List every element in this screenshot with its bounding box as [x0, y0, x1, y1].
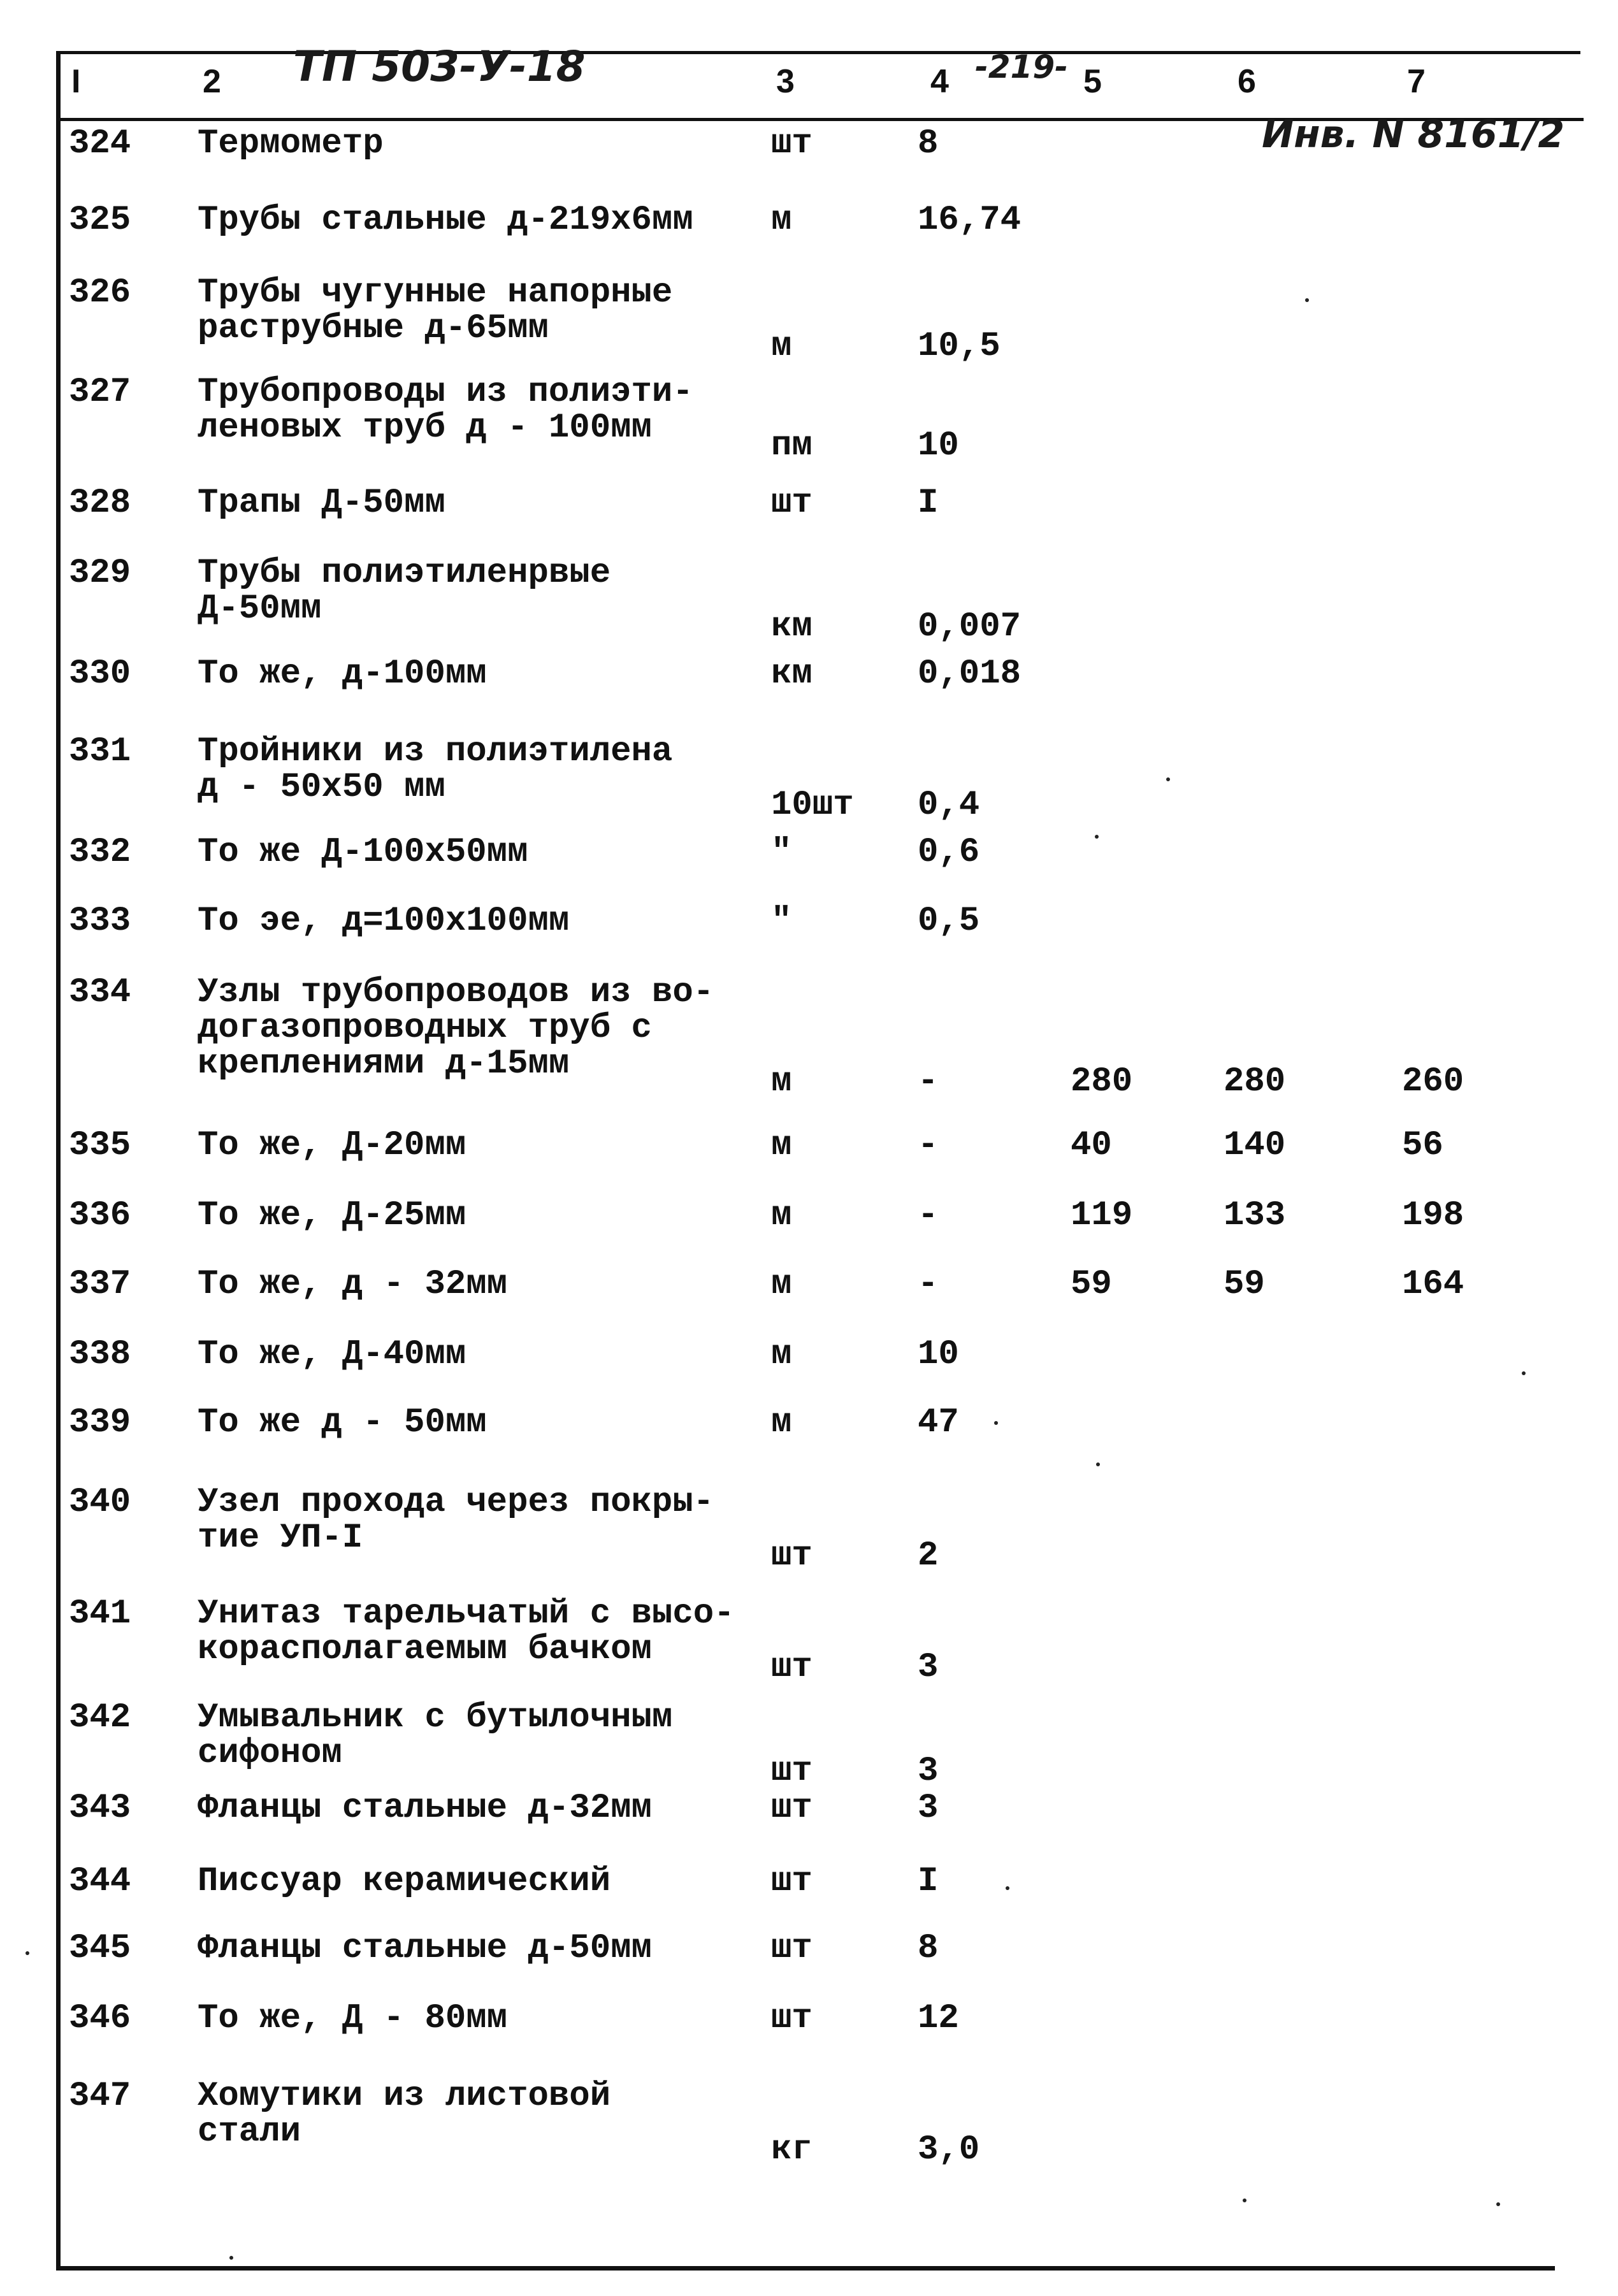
item-col6: 140 [1224, 1126, 1286, 1165]
item-name-line: Унитаз тарельчатый с высо- [198, 1594, 735, 1633]
item-name-line: Писсуар керамический [198, 1862, 611, 1901]
row-number: 332 [69, 833, 131, 872]
item-name-line: Трубы чугунные напорные [198, 273, 673, 312]
col-header-6: 6 [1238, 63, 1256, 100]
item-col7: 260 [1402, 1062, 1464, 1101]
scan-speck [1496, 2202, 1500, 2206]
item-name-line: Трубопроводы из полиэти- [198, 373, 693, 412]
item-quantity: - [918, 1196, 939, 1235]
item-name-line: То же, Д-25мм [198, 1196, 466, 1235]
item-col6: 133 [1224, 1196, 1286, 1235]
item-quantity: 16,74 [918, 201, 1022, 240]
item-quantity: I [918, 484, 939, 523]
item-name-line: тие УП-I [198, 1519, 363, 1557]
item-name-line: раструбные д-65мм [198, 309, 549, 348]
item-quantity: 8 [918, 1929, 939, 1968]
row-number: 346 [69, 1999, 131, 2038]
item-name-line: Трубы стальные д-219х6мм [198, 201, 693, 240]
item-name-line: Фланцы стальные д-32мм [198, 1789, 652, 1828]
item-quantity: 0,007 [918, 607, 1022, 646]
item-name-line: корасполагаемым бачком [198, 1630, 652, 1669]
item-unit: шт [771, 1789, 813, 1828]
row-number: 333 [69, 902, 131, 941]
item-col5: 280 [1071, 1062, 1133, 1101]
item-quantity: 47 [918, 1403, 959, 1442]
doc-code-handwritten: ТП 503-У-18 [293, 42, 586, 91]
item-name-line: То же, д-100мм [198, 654, 487, 693]
item-name-line: креплениями д-15мм [198, 1044, 570, 1083]
frame-bottom-line [56, 2266, 1555, 2271]
scan-speck [994, 1421, 998, 1425]
item-name-line: леновых труб д - 100мм [198, 408, 652, 447]
row-number: 344 [69, 1862, 131, 1901]
item-quantity: 10,5 [918, 327, 1000, 366]
item-unit: м [771, 1196, 792, 1235]
item-unit: шт [771, 1999, 813, 2038]
item-col5: 40 [1071, 1126, 1112, 1165]
item-unit: км [771, 607, 813, 646]
item-quantity: 12 [918, 1999, 959, 2038]
scan-speck [1095, 835, 1099, 839]
item-name-line: То же, Д-20мм [198, 1126, 466, 1165]
item-unit: м [771, 1335, 792, 1374]
item-col7: 56 [1402, 1126, 1443, 1165]
row-number: 341 [69, 1594, 131, 1633]
item-unit: кг [771, 2130, 813, 2169]
row-number: 324 [69, 124, 131, 163]
item-name-line: Трапы Д-50мм [198, 484, 445, 523]
scan-speck [1096, 1462, 1100, 1466]
row-number: 327 [69, 373, 131, 412]
item-unit: шт [771, 1648, 813, 1687]
item-unit: шт [771, 1929, 813, 1968]
col-header-7: 7 [1407, 63, 1426, 100]
item-unit: м [771, 1126, 792, 1165]
col-header-1: I [71, 63, 81, 100]
scan-speck [229, 2256, 233, 2260]
row-number: 337 [69, 1265, 131, 1304]
row-number: 339 [69, 1403, 131, 1442]
item-name-line: сифоном [198, 1734, 342, 1773]
item-unit: м [771, 327, 792, 366]
item-unit: " [771, 833, 792, 872]
item-col6: 280 [1224, 1062, 1286, 1101]
item-quantity: 8 [918, 124, 939, 163]
row-number: 342 [69, 1698, 131, 1737]
scan-speck [1522, 1371, 1526, 1375]
item-unit: м [771, 1403, 792, 1442]
row-number: 330 [69, 654, 131, 693]
scan-speck [25, 1951, 29, 1955]
row-number: 347 [69, 2077, 131, 2116]
item-unit: " [771, 902, 792, 941]
scan-speck [1006, 1886, 1009, 1890]
item-name-line: То же, д - 32мм [198, 1265, 508, 1304]
item-name-line: Д-50мм [198, 589, 322, 628]
item-name-line: Трубы полиэтиленрвые [198, 554, 611, 593]
item-unit: шт [771, 124, 813, 163]
item-name-line: То же Д-100х50мм [198, 833, 528, 872]
scan-speck [1166, 777, 1170, 781]
item-quantity: 3,0 [918, 2130, 980, 2169]
row-number: 328 [69, 484, 131, 523]
item-quantity: 0,018 [918, 654, 1022, 693]
item-name-line: Узлы трубопроводов из во- [198, 973, 714, 1012]
item-unit: шт [771, 484, 813, 523]
item-name-line: д - 50х50 мм [198, 768, 445, 807]
item-quantity: 0,4 [918, 786, 980, 825]
item-unit: м [771, 1265, 792, 1304]
item-col5: 59 [1071, 1265, 1112, 1304]
item-quantity: - [918, 1265, 939, 1304]
col-header-2: 2 [203, 63, 221, 100]
item-name-line: догазопроводных труб с [198, 1009, 652, 1048]
item-quantity: 3 [918, 1752, 939, 1791]
row-number: 335 [69, 1126, 131, 1165]
frame-left-line [56, 51, 61, 2270]
col-header-4: 4 [930, 63, 949, 100]
item-unit: шт [771, 1536, 813, 1575]
col-header-3: 3 [776, 63, 795, 100]
item-unit: шт [771, 1752, 813, 1791]
item-unit: 10шт [771, 786, 854, 825]
item-quantity: 3 [918, 1648, 939, 1687]
inventory-number-handwritten: Инв. N 8161/2 [1262, 112, 1565, 157]
item-col6: 59 [1224, 1265, 1265, 1304]
item-quantity: - [918, 1126, 939, 1165]
item-quantity: I [918, 1862, 939, 1901]
col-header-5: 5 [1083, 63, 1102, 100]
item-col5: 119 [1071, 1196, 1133, 1235]
scan-speck [1305, 298, 1309, 302]
item-name-line: Термометр [198, 124, 384, 163]
item-quantity: 0,6 [918, 833, 980, 872]
item-quantity: 0,5 [918, 902, 980, 941]
row-number: 340 [69, 1483, 131, 1522]
item-name-line: стали [198, 2112, 301, 2151]
page-mark-handwritten: -219- [975, 48, 1068, 85]
row-number: 331 [69, 732, 131, 771]
item-name-line: Умывальник с бутылочным [198, 1698, 673, 1737]
item-quantity: - [918, 1062, 939, 1101]
item-unit: шт [771, 1862, 813, 1901]
row-number: 325 [69, 201, 131, 240]
item-col7: 164 [1402, 1265, 1464, 1304]
row-number: 343 [69, 1789, 131, 1828]
item-col7: 198 [1402, 1196, 1464, 1235]
item-unit: м [771, 201, 792, 240]
item-name-line: То эе, д=100х100мм [198, 902, 570, 941]
row-number: 338 [69, 1335, 131, 1374]
item-quantity: 3 [918, 1789, 939, 1828]
item-name-line: То же д - 50мм [198, 1403, 487, 1442]
item-name-line: Тройники из полиэтилена [198, 732, 673, 771]
row-number: 336 [69, 1196, 131, 1235]
item-name-line: Хомутики из листовой [198, 2077, 611, 2116]
item-unit: м [771, 1062, 792, 1101]
item-name-line: То же, Д - 80мм [198, 1999, 508, 2038]
item-name-line: Узел прохода через покры- [198, 1483, 714, 1522]
row-number: 334 [69, 973, 131, 1012]
item-quantity: 10 [918, 1335, 959, 1374]
item-quantity: 2 [918, 1536, 939, 1575]
row-number: 329 [69, 554, 131, 593]
item-quantity: 10 [918, 426, 959, 465]
frame-top-line [56, 51, 1580, 54]
item-unit: пм [771, 426, 813, 465]
item-name-line: То же, Д-40мм [198, 1335, 466, 1374]
row-number: 326 [69, 273, 131, 312]
item-name-line: Фланцы стальные д-50мм [198, 1929, 652, 1968]
row-number: 345 [69, 1929, 131, 1968]
item-unit: км [771, 654, 813, 693]
scan-speck [1243, 2199, 1246, 2202]
